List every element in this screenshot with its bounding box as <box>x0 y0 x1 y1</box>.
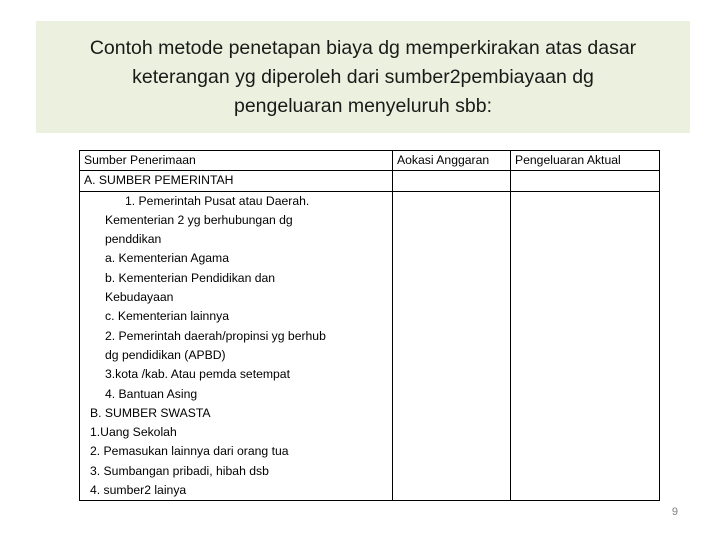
header-sumber-penerimaan: Sumber Penerimaan <box>84 153 196 167</box>
header-cell-pengeluaran <box>511 151 660 171</box>
cell-pengeluaran-empty-1 <box>511 171 660 191</box>
budget-table <box>79 150 660 501</box>
page-number: 9 <box>671 506 678 518</box>
list-item: Kementerian 2 yg berhubungan dg <box>105 212 293 227</box>
list-item: b. Kementerian Pendidikan dan <box>105 270 276 285</box>
table-header-row <box>80 151 660 171</box>
table-row-details <box>80 191 660 501</box>
slide-title <box>90 34 636 121</box>
list-item: c. Kementerian lainnya <box>105 309 229 324</box>
list-item: penddikan <box>105 232 162 247</box>
list-item: a. Kementerian Agama <box>105 251 229 266</box>
title-line-1: Contoh metode penetapan biaya dg memperkirakan atas dasar <box>89 36 637 59</box>
cell-sumber-pemerintah <box>80 171 393 191</box>
header-alokasi-anggaran: Aokasi Anggaran <box>397 153 490 167</box>
list-item: 1.Uang Sekolah <box>90 425 177 440</box>
header-pengeluaran-aktual: Pengeluaran Aktual <box>515 153 621 167</box>
cell-alokasi-empty-2 <box>393 191 511 501</box>
header-cell-sumber <box>80 151 393 171</box>
title-line-2: keterangan yg diperoleh dari sumber2pembiayaan dg <box>132 65 594 88</box>
list-item: 3. Sumbangan pribadi, hibah dsb <box>90 463 269 478</box>
list-item: Kebudayaan <box>105 290 174 305</box>
table-row-sumber-pemerintah <box>80 171 660 191</box>
section-sumber-swasta: B. SUMBER SWASTA <box>90 405 211 420</box>
cell-source-details <box>80 191 393 501</box>
list-item: 4. sumber2 lainya <box>90 483 187 498</box>
title-line-3: pengeluaran menyeluruh sbb: <box>233 94 492 117</box>
list-item: 2. Pemerintah daerah/propinsi yg berhub <box>105 328 326 343</box>
list-item: 4. Bantuan Asing <box>105 386 198 401</box>
cell-alokasi-empty-1 <box>393 171 511 191</box>
list-item: dg pendidikan (APBD) <box>105 347 226 362</box>
list-item: 1. Pemerintah Pusat atau Daerah. <box>125 193 310 208</box>
title-box <box>36 21 690 133</box>
cell-pengeluaran-empty-2 <box>511 191 660 501</box>
header-cell-alokasi <box>393 151 511 171</box>
list-item: 3.kota /kab. Atau pemda setempat <box>105 367 290 382</box>
list-item: 2. Pemasukan lainnya dari orang tua <box>90 444 289 459</box>
section-sumber-pemerintah: A. SUMBER PEMERINTAH <box>84 173 234 188</box>
